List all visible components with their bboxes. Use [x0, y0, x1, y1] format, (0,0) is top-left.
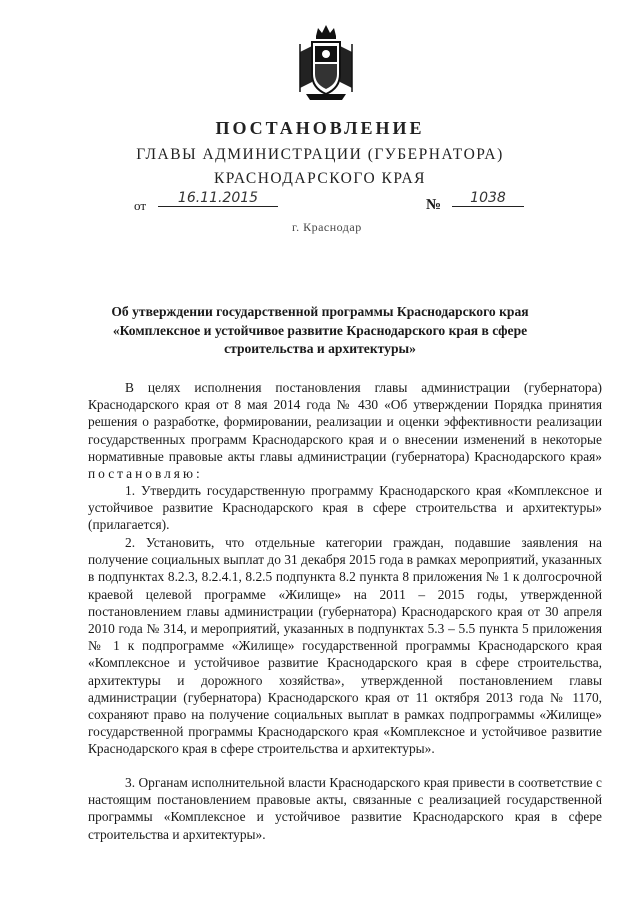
clause-2-text: 2. Установить, что отдельные категории граждан, подавшие заявления на получение социальных выплат до 31 декабря 2015 года в рамках мероприятий, указанных в подпунктах 8.2.3, 8.2.4.1, 8.2.5 подпункта 8.2 пункта 8 приложения № 1 к долгосрочной краевой целевой программе «Жилище» на 2011 – 2015 годы, утвержденной постановлением главы администрации (губернатора) Краснодарского края от 30 апреля 2010 года № 314, и мероприятий, указанных в подпунктах 5.3 – 5.5 пункта 5 приложения № 1 к подпрограмме «Жилище» государственной программы Краснодарского края «Комплексное и устойчивое развитие Краснодарского края в сфере строительства, архитектуры и дорожного хозяйства», утвержденной постановлением главы администрации (губернатора) Краснодарского края от 11 октября 2013 года № 1170, сохраняют право на получение социальных выплат в рамках подпрограммы «Жилище» государственной программы Краснодарского края «Комплексное и устойчивое развитие Краснодарского края в сфере строительства и архитектуры».	[88, 535, 602, 757]
resolve-word: постановляю:	[88, 466, 203, 482]
number-label: №	[426, 197, 442, 213]
clause-1-text: 1. Утвердить государственную программу Краснодарского края «Комплексное и устойчивое развитие Краснодарского края в сфере строительства и архитектуры» (прилагается).	[88, 483, 602, 533]
clause-3-text: 3. Органам исполнительной власти Краснодарского края привести в соответствие с настоящим постановлением правовые акты, связанные с реализацией государственной программы «Комплексное и устойчивое развитие Краснодарского края в сфере строительства и архитектуры».	[88, 775, 602, 842]
document-title: Об утверждении государственной программы Краснодарского края «Комплексное и устойчивое развитие Краснодарского края в сфере строительства и архитектуры»	[111, 304, 529, 357]
region-heading: КРАСНОДАРСКОГО КРАЯ	[213, 170, 427, 187]
issuer-heading: ГЛАВЫ АДМИНИСТРАЦИИ (ГУБЕРНАТОРА)	[136, 146, 504, 163]
date-label: от	[134, 198, 147, 213]
date-handwritten: 16.11.2015	[158, 190, 278, 207]
clause-1	[88, 482, 602, 534]
document-type-heading: ПОСТАНОВЛЕНИЕ	[215, 118, 425, 138]
number-handwritten: 1038	[452, 190, 524, 207]
preamble-paragraph	[88, 379, 602, 482]
coat-of-arms-emblem	[294, 22, 358, 102]
preamble-text: В целях исполнения постановления главы администрации (губернатора) Краснодарского края от 8 мая 2014 года № 430 «Об утверждении Порядка принятия решения о разработке, формировании, реализации и оценки эффективности реализации государственных программ Краснодарского края и о внесении изменений в некоторые нормативные правовые акты главы администрации (губернатора) Краснодарского края»	[88, 380, 602, 464]
clause-2	[88, 534, 602, 758]
clause-3	[88, 774, 602, 843]
city-label: г. Краснодар	[292, 220, 362, 234]
